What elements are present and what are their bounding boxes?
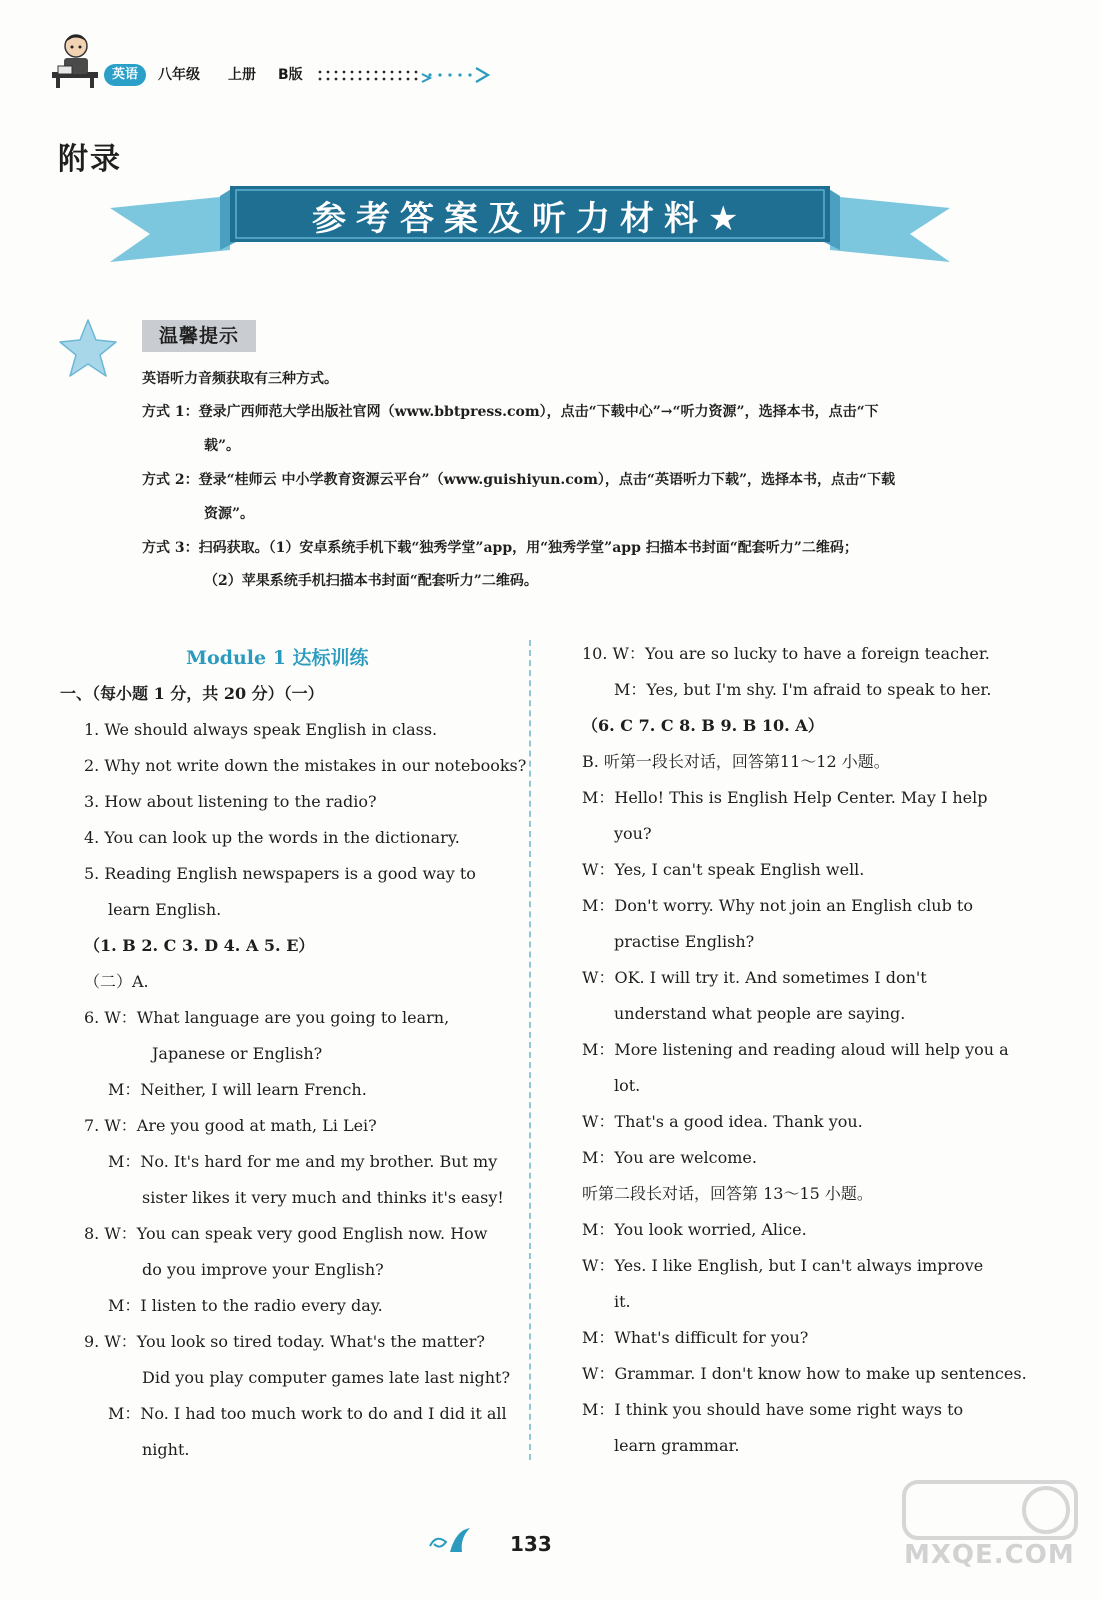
script-line: lot. bbox=[614, 1076, 641, 1095]
script-line: learn English. bbox=[108, 900, 222, 919]
script-line: M：Neither, I will learn French. bbox=[108, 1080, 367, 1099]
section-heading: 一、（每小题 1 分，共 20 分）（一） bbox=[60, 684, 324, 703]
script-line: M：No. It's hard for me and my brother. But my bbox=[108, 1152, 498, 1171]
section-heading: （二）A. bbox=[84, 972, 149, 991]
watermark-text: MXQE.COM bbox=[904, 1540, 1075, 1570]
script-line: M：Don't worry. Why not join an English club to bbox=[582, 896, 973, 915]
edition-label: B版 bbox=[278, 67, 303, 83]
star-decoration-icon bbox=[58, 318, 118, 380]
script-line: night. bbox=[142, 1440, 190, 1459]
watermark-logo-icon bbox=[900, 1478, 1080, 1588]
script-line: M：You are welcome. bbox=[582, 1148, 757, 1167]
star-icon: ★ bbox=[708, 199, 739, 239]
page-number: 133 bbox=[510, 1532, 552, 1556]
script-line: 9. W：You look so tired today. What's the matter? bbox=[84, 1332, 485, 1351]
script-line: 3. How about listening to the radio? bbox=[84, 792, 377, 811]
script-line: learn grammar. bbox=[614, 1436, 740, 1455]
script-line: M：What's difficult for you? bbox=[582, 1328, 809, 1347]
section-heading: B. 听第一段长对话，回答第11～12 小题。 bbox=[582, 752, 890, 771]
tip-heading: 温馨提示 bbox=[142, 320, 256, 352]
script-line: it. bbox=[614, 1292, 631, 1311]
tip-method-1: 方式 1：登录广西师范大学出版社官网（www.bbtpress.com），点击“下载中心”→“听力资源”，选择本书，点击“下 bbox=[142, 404, 879, 420]
tip-method-3-cont: （2）苹果系统手机扫描本书封面“配套听力”二维码。 bbox=[204, 573, 538, 589]
script-line: Did you play computer games late last night? bbox=[142, 1368, 511, 1387]
script-line: Japanese or English? bbox=[152, 1044, 323, 1063]
student-mascot-icon bbox=[50, 28, 102, 90]
script-line: W：That's a good idea. Thank you. bbox=[582, 1112, 863, 1131]
script-line: sister likes it very much and thinks it's easy! bbox=[142, 1188, 504, 1207]
page-header bbox=[50, 28, 510, 94]
tip-method-2-cont: 资源”。 bbox=[204, 506, 255, 522]
appendix-title: 附录 bbox=[58, 142, 122, 177]
script-line: do you improve your English? bbox=[142, 1260, 384, 1279]
script-line: 4. You can look up the words in the dictionary. bbox=[84, 828, 460, 847]
script-line: 2. Why not write down the mistakes in our notebooks? bbox=[84, 756, 527, 775]
column-divider bbox=[529, 640, 531, 1460]
module-title: Module 1 达标训练 bbox=[186, 647, 369, 669]
tip-method-2: 方式 2：登录“桂师云 中小学教育资源云平台”（www.guishiyun.com），点击“英语听力下载”，选择本书，点击“下载 bbox=[142, 472, 896, 488]
subject-badge: 英语 bbox=[104, 64, 146, 86]
script-line: 8. W：You can speak very good English now. How bbox=[84, 1224, 488, 1243]
script-line: you? bbox=[614, 824, 652, 843]
script-line: W：OK. I will try it. And sometimes I don't bbox=[582, 968, 927, 987]
script-line: M：More listening and reading aloud will help you a bbox=[582, 1040, 1009, 1059]
script-line: M：No. I had too much work to do and I did it all bbox=[108, 1404, 507, 1423]
script-line: 1. We should always speak English in class. bbox=[84, 720, 438, 739]
dotted-arrow-icon bbox=[316, 64, 496, 86]
script-line: understand what people are saying. bbox=[614, 1004, 906, 1023]
banner-title-text: 参考答案及听力材料 bbox=[312, 199, 708, 239]
script-line: M：I listen to the radio every day. bbox=[108, 1296, 383, 1315]
script-line: M：I think you should have some right ways to bbox=[582, 1400, 964, 1419]
grade-label: 八年级 bbox=[158, 67, 200, 83]
tip-method-1-cont: 载”。 bbox=[204, 438, 241, 454]
script-line: practise English? bbox=[614, 932, 755, 951]
tip-method-3: 方式 3：扫码获取。（1）安卓系统手机下载“独秀学堂”app，用“独秀学堂”app 扫描本书封面“配套听力”二维码； bbox=[142, 540, 858, 556]
script-line: M：You look worried, Alice. bbox=[582, 1220, 807, 1239]
script-line: 10. W：You are so lucky to have a foreign teacher. bbox=[582, 644, 990, 663]
script-line: W：Yes. I like English, but I can't always improve bbox=[582, 1256, 984, 1275]
section-heading: 听第二段长对话，回答第 13～15 小题。 bbox=[582, 1184, 873, 1203]
script-line: 5. Reading English newspapers is a good way to bbox=[84, 864, 476, 883]
script-line: M：Hello! This is English Help Center. May I help bbox=[582, 788, 988, 807]
script-line: W：Grammar. I don't know how to make up sentences. bbox=[582, 1364, 1027, 1383]
script-line: M：Yes, but I'm shy. I'm afraid to speak to her. bbox=[614, 680, 992, 699]
answer-key: （1. B 2. C 3. D 4. A 5. E） bbox=[84, 936, 315, 955]
swirl-ornament-icon bbox=[426, 1526, 476, 1556]
script-line: W：Yes, I can't speak English well. bbox=[582, 860, 865, 879]
volume-label: 上册 bbox=[228, 67, 256, 83]
tip-intro: 英语听力音频获取有三种方式。 bbox=[142, 371, 338, 387]
banner-title bbox=[312, 196, 792, 242]
answer-key: （6. C 7. C 8. B 9. B 10. A） bbox=[582, 716, 824, 735]
script-line: 7. W：Are you good at math, Li Lei? bbox=[84, 1116, 377, 1135]
script-line: 6. W：What language are you going to learn, bbox=[84, 1008, 450, 1027]
